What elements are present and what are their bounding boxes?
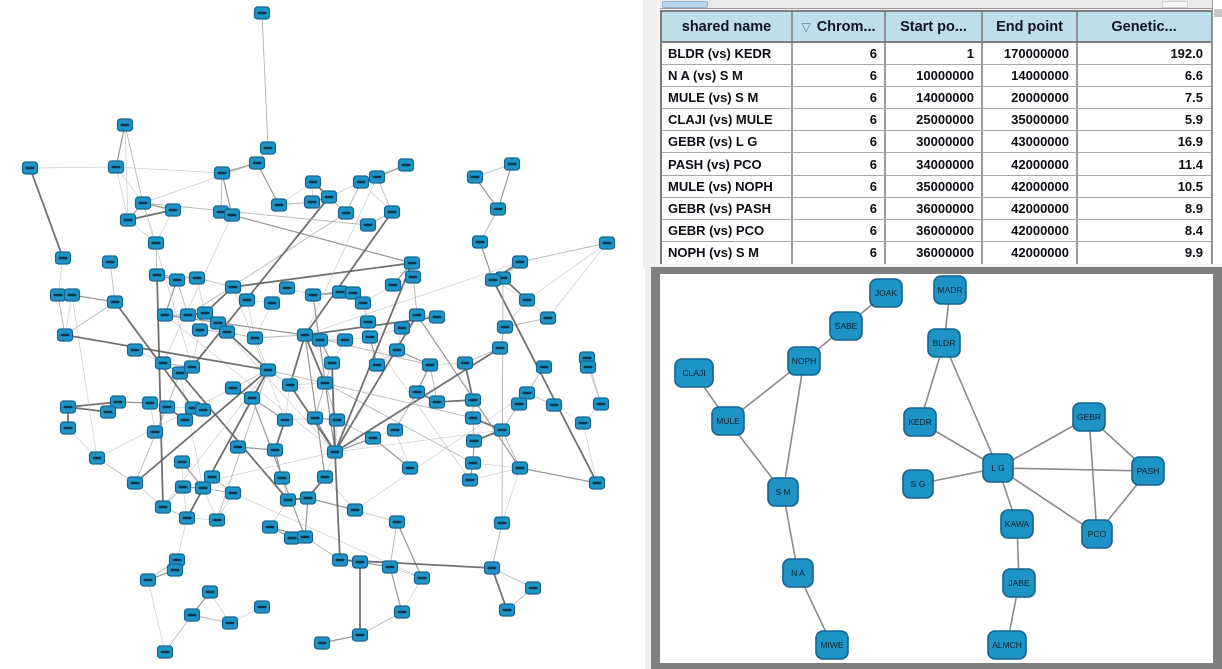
network-node[interactable] bbox=[118, 119, 133, 131]
table-cell[interactable]: 6 bbox=[793, 153, 886, 174]
network-node[interactable] bbox=[136, 197, 151, 209]
network-node[interactable] bbox=[361, 316, 376, 328]
small-network-panel bbox=[651, 267, 1222, 669]
table-cell[interactable]: PASH (vs) PCO bbox=[662, 153, 793, 174]
network-node[interactable] bbox=[168, 564, 183, 576]
network-node[interactable] bbox=[537, 361, 552, 373]
network-node-n-a[interactable] bbox=[783, 559, 813, 587]
table-cell[interactable]: 35000000 bbox=[886, 176, 983, 197]
node-label: JABE bbox=[1008, 578, 1030, 588]
table-cell[interactable]: 6.6 bbox=[1184, 68, 1203, 84]
column-header-genetic[interactable] bbox=[1078, 12, 1210, 41]
column-header-start-point[interactable] bbox=[886, 12, 983, 41]
network-node[interactable] bbox=[185, 361, 200, 373]
network-node[interactable] bbox=[148, 426, 163, 438]
network-node[interactable] bbox=[223, 617, 238, 629]
network-node-pco[interactable] bbox=[1082, 520, 1112, 548]
node-label: S M bbox=[775, 487, 791, 497]
network-node[interactable] bbox=[385, 206, 400, 218]
network-node-mule[interactable] bbox=[712, 407, 744, 435]
node-label: PASH bbox=[1136, 466, 1160, 476]
node-label: GEBR bbox=[1076, 412, 1102, 422]
table-horizontal-scrollbar[interactable] bbox=[660, 0, 1212, 9]
network-node[interactable] bbox=[231, 441, 246, 453]
network-node[interactable] bbox=[458, 357, 473, 369]
network-node[interactable] bbox=[220, 326, 235, 338]
network-node[interactable] bbox=[275, 472, 290, 484]
network-node[interactable] bbox=[193, 324, 208, 336]
node-label: MADR bbox=[937, 285, 963, 295]
network-edge bbox=[502, 468, 520, 523]
table-cell[interactable]: 10000000 bbox=[886, 65, 983, 86]
table-vertical-scrollbar[interactable] bbox=[1212, 0, 1222, 264]
network-node[interactable] bbox=[178, 414, 193, 426]
network-node[interactable] bbox=[141, 574, 156, 586]
table-cell[interactable]: 20000000 bbox=[983, 87, 1078, 108]
network-node[interactable] bbox=[308, 412, 323, 424]
network-node[interactable] bbox=[386, 279, 401, 291]
network-edge bbox=[268, 370, 473, 418]
network-edge bbox=[370, 337, 470, 480]
table-cell[interactable]: 36000000 bbox=[886, 198, 983, 219]
table-cell[interactable]: 7.5 bbox=[1184, 90, 1203, 106]
table-cell[interactable]: 14000000 bbox=[983, 65, 1078, 86]
node-label: SABE bbox=[834, 321, 858, 331]
network-node[interactable] bbox=[245, 392, 260, 404]
network-node-joak[interactable] bbox=[870, 279, 902, 307]
network-node[interactable] bbox=[318, 471, 333, 483]
network-node[interactable] bbox=[399, 159, 414, 171]
network-edge bbox=[998, 468, 1148, 471]
network-node[interactable] bbox=[493, 342, 508, 354]
table-cell[interactable]: NOPH (vs) S M bbox=[662, 242, 793, 264]
network-node[interactable] bbox=[281, 494, 296, 506]
table-cell[interactable]: 6 bbox=[793, 87, 886, 108]
network-node[interactable] bbox=[491, 203, 506, 215]
network-node[interactable] bbox=[581, 361, 596, 373]
table-cell[interactable]: 14000000 bbox=[886, 87, 983, 108]
network-node[interactable] bbox=[180, 512, 195, 524]
node-label: JOAK bbox=[874, 288, 898, 298]
network-node[interactable] bbox=[576, 417, 591, 429]
network-node[interactable] bbox=[348, 504, 363, 516]
network-node[interactable] bbox=[240, 294, 255, 306]
network-node[interactable] bbox=[203, 586, 218, 598]
network-node[interactable] bbox=[486, 274, 501, 286]
table-cell[interactable]: N A (vs) S M bbox=[662, 65, 793, 86]
column-header-label: Start po... bbox=[900, 18, 967, 35]
network-node-gebr[interactable] bbox=[1073, 403, 1105, 431]
node-label: S G bbox=[910, 479, 926, 489]
network-node-miwe[interactable] bbox=[816, 631, 848, 659]
network-node-sabe[interactable] bbox=[830, 312, 862, 340]
network-node-kedr[interactable] bbox=[904, 408, 936, 436]
network-node[interactable] bbox=[190, 272, 205, 284]
network-node[interactable] bbox=[363, 331, 378, 343]
table-cell[interactable]: 42000000 bbox=[983, 198, 1078, 219]
network-node[interactable] bbox=[278, 414, 293, 426]
table-row[interactable] bbox=[662, 109, 1211, 131]
table-cell[interactable]: 34000000 bbox=[886, 153, 983, 174]
network-node[interactable] bbox=[590, 477, 605, 489]
network-node[interactable] bbox=[498, 321, 513, 333]
node-label: N A bbox=[791, 568, 805, 578]
network-node[interactable] bbox=[468, 171, 483, 183]
network-node[interactable] bbox=[513, 256, 528, 268]
network-node[interactable] bbox=[325, 357, 340, 369]
network-node-kawa[interactable] bbox=[1001, 510, 1033, 538]
network-node-jabe[interactable] bbox=[1003, 569, 1035, 597]
network-node[interactable] bbox=[495, 424, 510, 436]
column-header-chromosome[interactable] bbox=[793, 12, 886, 41]
table-row[interactable] bbox=[662, 220, 1211, 242]
network-edge bbox=[30, 167, 116, 168]
network-node[interactable] bbox=[109, 161, 124, 173]
network-edge bbox=[180, 373, 203, 488]
edge-attribute-table bbox=[660, 10, 1212, 264]
network-node[interactable] bbox=[108, 296, 123, 308]
table-cell[interactable]: 6 bbox=[793, 43, 886, 64]
network-node[interactable] bbox=[58, 329, 73, 341]
network-node[interactable] bbox=[505, 158, 520, 170]
network-node[interactable] bbox=[90, 452, 105, 464]
network-node[interactable] bbox=[65, 289, 80, 301]
network-node-madr[interactable] bbox=[934, 276, 966, 304]
sort-indicator-icon: ▽ bbox=[801, 19, 811, 34]
network-node[interactable] bbox=[513, 462, 528, 474]
table-cell[interactable]: 35000000 bbox=[983, 109, 1078, 130]
table-cell[interactable]: 42000000 bbox=[983, 153, 1078, 174]
table-cell[interactable]: 25000000 bbox=[886, 109, 983, 130]
table-cell[interactable]: MULE (vs) S M bbox=[662, 87, 793, 108]
table-cell[interactable]: MULE (vs) NOPH bbox=[662, 176, 793, 197]
table-cell[interactable]: GEBR (vs) PCO bbox=[662, 220, 793, 241]
network-node[interactable] bbox=[330, 414, 345, 426]
network-node[interactable] bbox=[196, 404, 211, 416]
network-node[interactable] bbox=[121, 214, 136, 226]
network-node[interactable] bbox=[370, 171, 385, 183]
network-edge bbox=[390, 522, 397, 567]
table-cell[interactable]: 42000000 bbox=[983, 242, 1078, 264]
network-node[interactable] bbox=[333, 554, 348, 566]
network-node[interactable] bbox=[143, 397, 158, 409]
network-node[interactable] bbox=[306, 176, 321, 188]
table-cell[interactable]: 6 bbox=[793, 220, 886, 241]
network-node[interactable] bbox=[158, 646, 173, 658]
network-edge bbox=[143, 163, 257, 203]
network-node[interactable] bbox=[366, 432, 381, 444]
table-cell[interactable]: 6 bbox=[793, 131, 886, 152]
network-node[interactable] bbox=[466, 394, 481, 406]
network-node[interactable] bbox=[23, 162, 38, 174]
table-row[interactable] bbox=[662, 87, 1211, 109]
column-header-label: shared name bbox=[681, 18, 772, 35]
network-node[interactable] bbox=[520, 294, 535, 306]
network-node[interactable] bbox=[265, 297, 280, 309]
network-node[interactable] bbox=[500, 604, 515, 616]
node-label: BLDR bbox=[932, 338, 956, 348]
network-node[interactable] bbox=[225, 209, 240, 221]
network-node[interactable] bbox=[185, 609, 200, 621]
network-node[interactable] bbox=[255, 601, 270, 613]
network-node[interactable] bbox=[403, 462, 418, 474]
table-cell[interactable]: 5.9 bbox=[1184, 112, 1203, 128]
network-node[interactable] bbox=[512, 398, 527, 410]
network-node[interactable] bbox=[388, 424, 403, 436]
table-cell[interactable]: 8.4 bbox=[1184, 222, 1203, 238]
network-edge bbox=[502, 278, 503, 523]
network-node[interactable] bbox=[313, 334, 328, 346]
table-cell[interactable]: 42000000 bbox=[983, 220, 1078, 241]
column-header-label: Chrom... bbox=[816, 18, 876, 35]
table-cell[interactable]: 6 bbox=[793, 109, 886, 130]
table-header-row bbox=[662, 12, 1211, 43]
network-node[interactable] bbox=[61, 422, 76, 434]
network-node[interactable] bbox=[158, 309, 173, 321]
network-node[interactable] bbox=[328, 446, 343, 458]
table-panel bbox=[657, 0, 1222, 267]
table-cell[interactable]: 1 bbox=[886, 43, 983, 64]
network-node-bldr[interactable] bbox=[928, 329, 960, 357]
network-node[interactable] bbox=[156, 357, 171, 369]
network-edge bbox=[498, 164, 512, 209]
network-node[interactable] bbox=[268, 444, 283, 456]
scrollbar-thumb[interactable] bbox=[662, 1, 708, 8]
node-label: CLAJI bbox=[682, 368, 706, 378]
table-cell[interactable]: 16.9 bbox=[1177, 134, 1203, 150]
network-edge bbox=[783, 361, 804, 492]
table-cell[interactable]: 6 bbox=[793, 65, 886, 86]
table-cell[interactable]: 8.9 bbox=[1184, 200, 1203, 216]
network-node[interactable] bbox=[467, 435, 482, 447]
network-node[interactable] bbox=[56, 252, 71, 264]
network-node[interactable] bbox=[318, 377, 333, 389]
node-label: PCO bbox=[1087, 529, 1107, 539]
network-edge bbox=[262, 13, 268, 148]
network-node[interactable] bbox=[383, 561, 398, 573]
network-node[interactable] bbox=[280, 282, 295, 294]
table-cell[interactable]: 30000000 bbox=[886, 131, 983, 152]
table-cell[interactable]: 36000000 bbox=[886, 242, 983, 264]
small-network-canvas[interactable] bbox=[660, 274, 1213, 663]
network-node[interactable] bbox=[415, 572, 430, 584]
network-node[interactable] bbox=[103, 256, 118, 268]
network-node[interactable] bbox=[547, 399, 562, 411]
network-node[interactable] bbox=[406, 271, 421, 283]
network-node[interactable] bbox=[466, 457, 481, 469]
network-edge bbox=[493, 280, 597, 483]
table-cell[interactable]: 42000000 bbox=[983, 176, 1078, 197]
table-row[interactable] bbox=[662, 43, 1211, 65]
network-node[interactable] bbox=[51, 289, 66, 301]
network-node[interactable] bbox=[520, 387, 535, 399]
table-cell[interactable]: 11.4 bbox=[1178, 156, 1203, 172]
network-node[interactable] bbox=[395, 606, 410, 618]
network-edge bbox=[397, 522, 422, 578]
table-body bbox=[662, 43, 1211, 264]
network-edge bbox=[583, 423, 597, 483]
network-node[interactable] bbox=[430, 311, 445, 323]
column-header-shared-name[interactable] bbox=[662, 12, 793, 41]
network-node[interactable] bbox=[405, 257, 420, 269]
network-node[interactable] bbox=[495, 517, 510, 529]
network-edge bbox=[290, 335, 305, 385]
table-cell[interactable]: 36000000 bbox=[886, 220, 983, 241]
table-row[interactable] bbox=[662, 153, 1211, 175]
network-edge bbox=[1089, 417, 1097, 534]
network-node[interactable] bbox=[263, 521, 278, 533]
table-row[interactable] bbox=[662, 198, 1211, 220]
table-row[interactable] bbox=[662, 176, 1211, 198]
network-node[interactable] bbox=[175, 456, 190, 468]
network-edge bbox=[72, 295, 97, 458]
node-label: KEDR bbox=[908, 417, 932, 427]
network-node[interactable] bbox=[600, 237, 615, 249]
network-node[interactable] bbox=[101, 406, 116, 418]
table-cell[interactable]: CLAJI (vs) MULE bbox=[662, 109, 793, 130]
network-node[interactable] bbox=[526, 582, 541, 594]
column-header-label: End point bbox=[996, 18, 1063, 35]
table-cell[interactable]: 6 bbox=[793, 176, 886, 197]
scrollbar-segment bbox=[1162, 1, 1188, 8]
network-node[interactable] bbox=[423, 359, 438, 371]
network-node[interactable] bbox=[306, 289, 321, 301]
network-edge bbox=[30, 168, 63, 258]
node-label: KAWA bbox=[1004, 519, 1030, 529]
network-node[interactable] bbox=[283, 379, 298, 391]
column-header-end-point[interactable] bbox=[983, 12, 1078, 41]
network-node[interactable] bbox=[356, 297, 371, 309]
network-node[interactable] bbox=[301, 492, 316, 504]
node-label: L G bbox=[991, 463, 1005, 473]
scrollbar-corner bbox=[1214, 9, 1222, 17]
node-label: MULE bbox=[716, 416, 740, 426]
node-label: ALMCH bbox=[992, 640, 1022, 650]
network-node[interactable] bbox=[298, 531, 313, 543]
table-cell[interactable]: 192.0 bbox=[1170, 46, 1203, 62]
network-node[interactable] bbox=[149, 237, 164, 249]
network-node[interactable] bbox=[463, 474, 478, 486]
node-label: MIWE bbox=[820, 640, 844, 650]
network-node-noph[interactable] bbox=[788, 347, 820, 375]
table-row[interactable] bbox=[662, 131, 1211, 153]
network-node[interactable] bbox=[298, 329, 313, 341]
table-row[interactable] bbox=[662, 65, 1211, 87]
network-node-almch[interactable] bbox=[988, 631, 1026, 659]
network-node[interactable] bbox=[354, 176, 369, 188]
network-node[interactable] bbox=[170, 274, 185, 286]
network-node[interactable] bbox=[261, 364, 276, 376]
network-node[interactable] bbox=[322, 191, 337, 203]
network-node[interactable] bbox=[485, 562, 500, 574]
table-cell[interactable]: 6 bbox=[793, 198, 886, 219]
network-node[interactable] bbox=[205, 471, 220, 483]
network-node[interactable] bbox=[390, 344, 405, 356]
network-node[interactable] bbox=[466, 412, 481, 424]
network-edge bbox=[520, 468, 597, 483]
network-node[interactable] bbox=[541, 312, 556, 324]
network-node[interactable] bbox=[390, 516, 405, 528]
table-cell[interactable]: 10.5 bbox=[1177, 178, 1203, 194]
network-edge bbox=[305, 212, 392, 335]
table-row[interactable] bbox=[662, 242, 1211, 264]
small-network-viewport[interactable] bbox=[660, 274, 1213, 663]
network-node[interactable] bbox=[215, 167, 230, 179]
network-node[interactable] bbox=[176, 481, 191, 493]
network-node[interactable] bbox=[198, 307, 213, 319]
network-node[interactable] bbox=[395, 322, 410, 334]
table-cell[interactable]: 9.9 bbox=[1184, 245, 1203, 261]
table-cell[interactable]: GEBR (vs) L G bbox=[662, 131, 793, 152]
table-cell[interactable]: 170000000 bbox=[983, 43, 1078, 64]
network-node[interactable] bbox=[305, 196, 320, 208]
network-edge bbox=[390, 567, 402, 612]
network-node[interactable] bbox=[315, 637, 330, 649]
network-node[interactable] bbox=[250, 157, 265, 169]
network-edge bbox=[944, 343, 998, 468]
network-node[interactable] bbox=[272, 199, 287, 211]
network-node[interactable] bbox=[353, 556, 368, 568]
network-edge bbox=[116, 167, 222, 173]
table-cell[interactable]: BLDR (vs) KEDR bbox=[662, 43, 793, 64]
table-cell[interactable]: GEBR (vs) PASH bbox=[662, 198, 793, 219]
node-label: NOPH bbox=[791, 356, 817, 366]
network-node[interactable] bbox=[166, 204, 181, 216]
network-node[interactable] bbox=[594, 398, 609, 410]
table-cell[interactable]: 6 bbox=[793, 242, 886, 264]
network-node[interactable] bbox=[128, 477, 143, 489]
network-node[interactable] bbox=[226, 382, 241, 394]
network-node[interactable] bbox=[473, 236, 488, 248]
network-node[interactable] bbox=[181, 309, 196, 321]
network-node[interactable] bbox=[196, 482, 211, 494]
network-node[interactable] bbox=[410, 386, 425, 398]
network-edge bbox=[492, 523, 502, 568]
network-node[interactable] bbox=[226, 487, 241, 499]
network-node[interactable] bbox=[156, 501, 171, 513]
network-node[interactable] bbox=[226, 281, 241, 293]
network-node-s-g[interactable] bbox=[903, 470, 933, 498]
network-node[interactable] bbox=[353, 629, 368, 641]
network-node[interactable] bbox=[410, 309, 425, 321]
network-node[interactable] bbox=[339, 207, 354, 219]
network-node[interactable] bbox=[248, 332, 263, 344]
network-edge bbox=[125, 125, 128, 220]
network-node-pash[interactable] bbox=[1132, 457, 1164, 485]
network-node[interactable] bbox=[370, 359, 385, 371]
network-node[interactable] bbox=[430, 396, 445, 408]
network-node-l-g[interactable] bbox=[983, 454, 1013, 482]
network-node[interactable] bbox=[255, 7, 270, 19]
network-node[interactable] bbox=[150, 269, 165, 281]
network-edge bbox=[148, 580, 165, 652]
network-node-claji[interactable] bbox=[675, 359, 713, 387]
network-node[interactable] bbox=[160, 401, 175, 413]
network-node-s-m[interactable] bbox=[768, 478, 798, 506]
column-header-label: Genetic... bbox=[1111, 18, 1177, 35]
network-node[interactable] bbox=[361, 219, 376, 231]
network-node[interactable] bbox=[261, 142, 276, 154]
network-node[interactable] bbox=[210, 514, 225, 526]
network-node[interactable] bbox=[61, 401, 76, 413]
network-node[interactable] bbox=[128, 344, 143, 356]
table-cell[interactable]: 43000000 bbox=[983, 131, 1078, 152]
network-node[interactable] bbox=[338, 334, 353, 346]
